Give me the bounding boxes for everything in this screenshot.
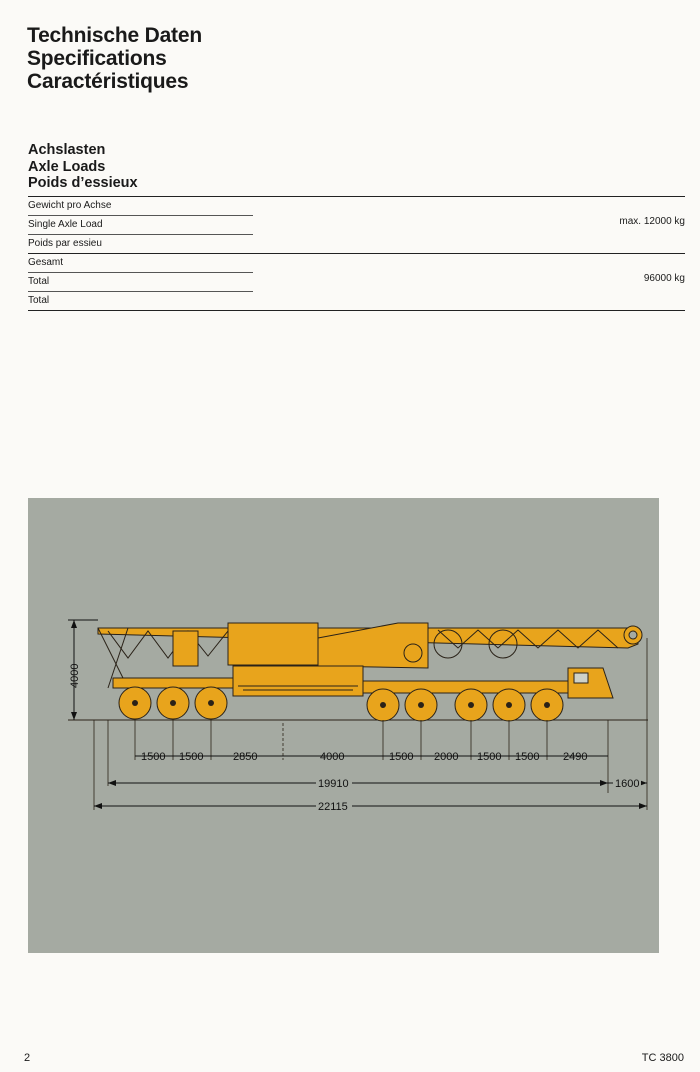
- crane-dimension-diagram: [28, 498, 659, 953]
- row-label-english: Total: [28, 276, 50, 287]
- table-row: [28, 292, 685, 310]
- section-title-french: Poids d’essieux: [28, 175, 138, 191]
- overall-length-dimension: [94, 799, 647, 813]
- spacing-label-3: 2850: [233, 751, 258, 763]
- single-axle-load-value: max. 12000 kg: [619, 216, 685, 227]
- section-title-german: Achslasten: [28, 142, 106, 158]
- crane-vehicle: [98, 623, 642, 721]
- row-label-german: Gesamt: [28, 257, 64, 268]
- table-row: [28, 197, 253, 216]
- spacing-label-6: 2000: [434, 751, 459, 763]
- table-row: [28, 235, 685, 253]
- model-number: TC 3800: [641, 1052, 684, 1064]
- section-title-english: Axle Loads: [28, 158, 106, 175]
- spacing-label-5: 1500: [389, 751, 414, 763]
- table-row: [28, 273, 253, 292]
- spacing-label-9: 2490: [563, 751, 588, 763]
- title-english: Specifications: [27, 47, 167, 70]
- crane-drawing: [28, 498, 659, 953]
- title-french: Caractéristiques: [27, 70, 189, 93]
- axle-loads-heading: [28, 142, 138, 192]
- overall-length-label: 22115: [318, 801, 348, 813]
- spacing-label-2: 1500: [179, 751, 204, 763]
- spacing-dimensions: [135, 751, 608, 763]
- page-number: 2: [24, 1052, 31, 1064]
- spacing-label-1: 1500: [141, 751, 166, 763]
- overhang-dimension: [608, 777, 647, 790]
- height-label: 4000: [69, 663, 81, 688]
- overhang-label: 1600: [615, 778, 640, 790]
- spacing-label-7: 1500: [477, 751, 502, 763]
- spacing-label-8: 1500: [515, 751, 540, 763]
- axle-loads-table: [28, 196, 685, 311]
- title-german: Technische Daten: [27, 24, 202, 47]
- total-load-value: 96000 kg: [643, 273, 685, 284]
- row-label-french: Total: [28, 295, 50, 306]
- wheelbase-label: 19910: [318, 778, 349, 790]
- table-row: [28, 254, 253, 273]
- height-dimension: [68, 620, 98, 720]
- page-titles: [27, 24, 202, 93]
- spacing-label-4: 4000: [320, 751, 345, 763]
- table-rule-bottom: [28, 310, 685, 311]
- row-label-french: Poids par essieu: [28, 238, 102, 249]
- row-label-german: Gewicht pro Achse: [28, 200, 112, 211]
- row-label-english: Single Axle Load: [28, 219, 103, 230]
- wheelbase-dimension: [108, 776, 608, 790]
- table-row: [28, 216, 253, 235]
